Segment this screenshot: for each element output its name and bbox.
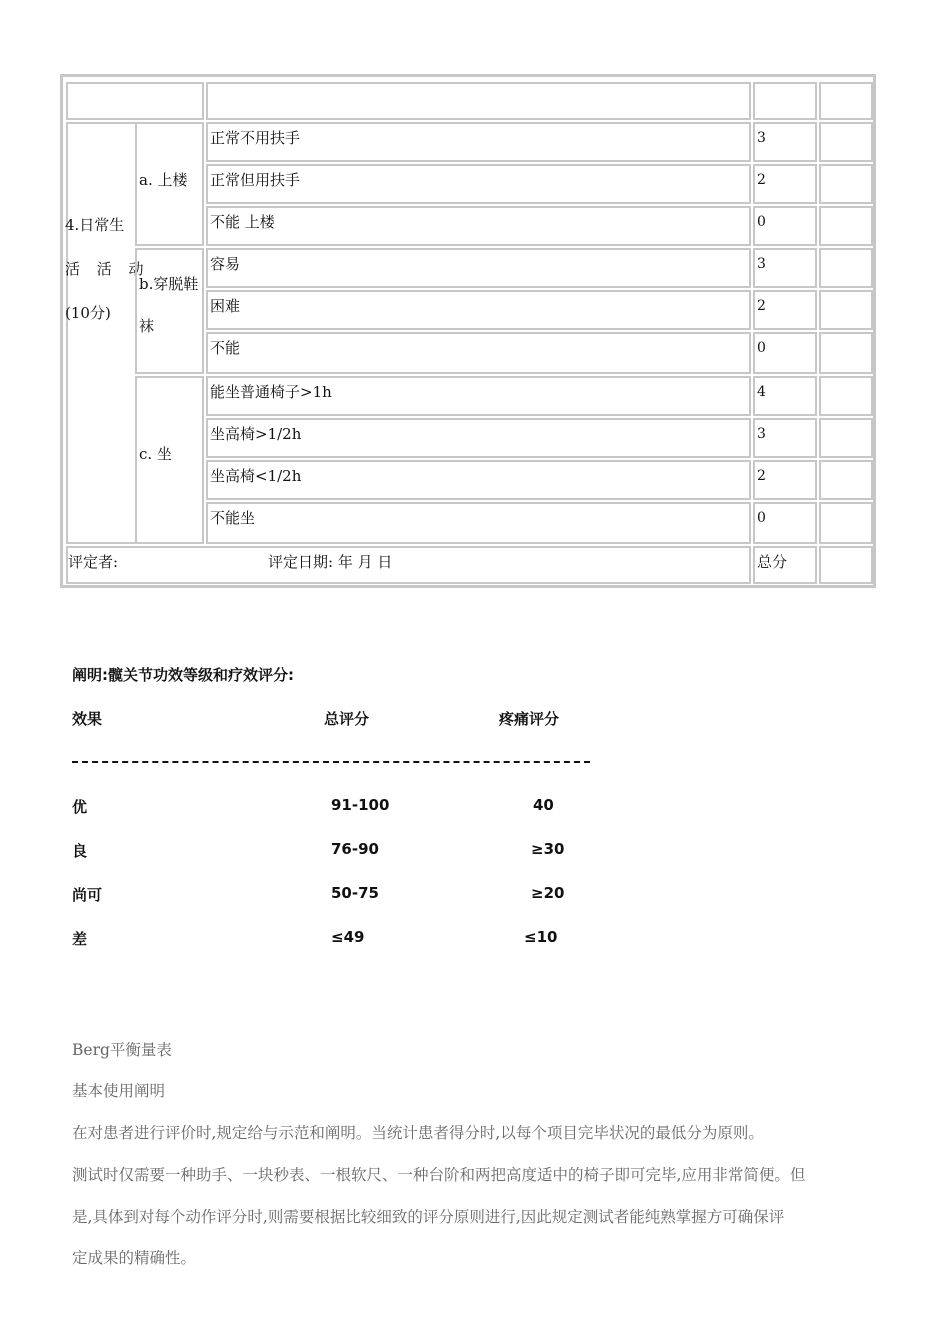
row-score-text: 3 xyxy=(757,426,766,442)
row-desc xyxy=(206,206,751,246)
dashed-divider xyxy=(72,761,590,763)
row-score-text: 2 xyxy=(757,468,766,484)
row-score-text: 0 xyxy=(757,214,766,230)
row-desc xyxy=(206,376,751,416)
row-desc-text: 能坐普通椅子>1h xyxy=(210,383,332,401)
group-b-label-line1: b.穿脱鞋 xyxy=(139,275,199,293)
berg-title: Berg平衡量表 xyxy=(72,1041,172,1059)
header-cell-category xyxy=(66,82,204,120)
row-result xyxy=(819,164,873,204)
group-b-cell xyxy=(135,248,204,374)
row-score-text: 4 xyxy=(757,384,766,400)
row-score xyxy=(753,206,817,246)
category-line-3: (10分) xyxy=(65,304,111,322)
score-table xyxy=(60,74,876,588)
row-desc xyxy=(206,122,751,162)
row-result xyxy=(819,460,873,500)
header-pain-score: 疼痛评分 xyxy=(499,710,560,728)
row-result xyxy=(819,206,873,246)
row-score-text: 2 xyxy=(757,172,766,188)
row-desc xyxy=(206,164,751,204)
grade-row-pain: 40 xyxy=(533,796,554,814)
row-score-text: 3 xyxy=(757,256,766,272)
grade-row-total: 91-100 xyxy=(331,796,390,814)
row-desc xyxy=(206,418,751,458)
berg-subtitle: 基本使用阐明 xyxy=(72,1082,166,1100)
row-result xyxy=(819,290,873,330)
group-c-cell xyxy=(135,376,204,544)
grade-row-total: 76-90 xyxy=(331,840,379,858)
grade-row-effect: 优 xyxy=(72,798,88,816)
row-score xyxy=(753,332,817,374)
category-line-1: 4.日常生 xyxy=(65,216,125,234)
row-desc-text: 不能坐 xyxy=(210,509,256,527)
berg-paragraph-1: 在对患者进行评价时,规定给与示范和阐明。当统计患者得分时,以每个项目完毕状况的最低分为原则。 xyxy=(72,1124,764,1142)
row-result xyxy=(819,332,873,374)
row-desc-text: 正常但用扶手 xyxy=(210,171,301,189)
grade-row-effect: 尚可 xyxy=(72,886,103,904)
footer-total-cell xyxy=(753,546,817,584)
grade-row-pain: ≥30 xyxy=(531,840,565,858)
explanation-title: 阐明:髋关节功效等级和疗效评分: xyxy=(72,666,294,684)
row-result xyxy=(819,376,873,416)
row-score xyxy=(753,290,817,330)
row-result xyxy=(819,502,873,544)
assessment-date-label: 评定日期: 年 月 日 xyxy=(268,553,393,571)
row-desc xyxy=(206,460,751,500)
group-c-label: c. 坐 xyxy=(139,445,172,463)
row-desc xyxy=(206,248,751,288)
total-label: 总分 xyxy=(757,553,788,571)
row-score xyxy=(753,122,817,162)
row-desc-text: 不能 xyxy=(210,339,241,357)
row-result xyxy=(819,248,873,288)
row-score xyxy=(753,460,817,500)
grade-row-total: 50-75 xyxy=(331,884,379,902)
row-score xyxy=(753,376,817,416)
row-score-text: 0 xyxy=(757,340,766,356)
berg-paragraph-2-line-3: 定成果的精确性。 xyxy=(72,1249,197,1267)
grade-row-pain: ≥20 xyxy=(531,884,565,902)
row-desc-text: 正常不用扶手 xyxy=(210,129,301,147)
group-b-label-line2: 袜 xyxy=(139,317,155,335)
category-label xyxy=(65,203,150,335)
row-score-text: 2 xyxy=(757,298,766,314)
grade-row-pain: ≤10 xyxy=(524,928,558,946)
header-cell-description xyxy=(206,82,751,120)
row-score xyxy=(753,418,817,458)
assessor-label: 评定者: xyxy=(68,553,119,571)
row-desc-text: 困难 xyxy=(210,297,241,315)
row-desc xyxy=(206,502,751,544)
row-score-text: 0 xyxy=(757,510,766,526)
row-score-text: 3 xyxy=(757,130,766,146)
row-desc xyxy=(206,332,751,374)
row-result xyxy=(819,418,873,458)
group-a-cell xyxy=(135,122,204,246)
row-result xyxy=(819,122,873,162)
grade-row-total: ≤49 xyxy=(331,928,365,946)
grade-row-effect: 良 xyxy=(72,842,88,860)
berg-paragraph-2-line-1: 测试时仅需要一种助手、一块秒表、一根软尺、一种台阶和两把高度适中的椅子即可完毕,应用非常简便。但 xyxy=(72,1166,806,1184)
header-cell-result xyxy=(819,82,873,120)
group-a-label: a. 上楼 xyxy=(139,171,188,189)
footer-total-value-cell xyxy=(819,546,873,584)
row-desc xyxy=(206,290,751,330)
row-desc-text: 容易 xyxy=(210,255,241,273)
row-score xyxy=(753,248,817,288)
row-desc-text: 坐高椅<1/2h xyxy=(210,467,302,485)
category-line-2: 活 活 动 xyxy=(65,260,150,278)
row-score xyxy=(753,502,817,544)
row-score xyxy=(753,164,817,204)
grade-row-effect: 差 xyxy=(72,930,88,948)
header-total-score: 总评分 xyxy=(324,710,370,728)
berg-paragraph-2-line-2: 是,具体到对每个动作评分时,则需要根据比较细致的评分原则进行,因此规定测试者能纯熟掌握方可确保评 xyxy=(72,1208,785,1226)
row-desc-text: 坐高椅>1/2h xyxy=(210,425,302,443)
row-desc-text: 不能 上楼 xyxy=(210,213,275,231)
footer-signoff-cell xyxy=(66,546,751,584)
header-effect: 效果 xyxy=(72,710,103,728)
header-cell-score xyxy=(753,82,817,120)
